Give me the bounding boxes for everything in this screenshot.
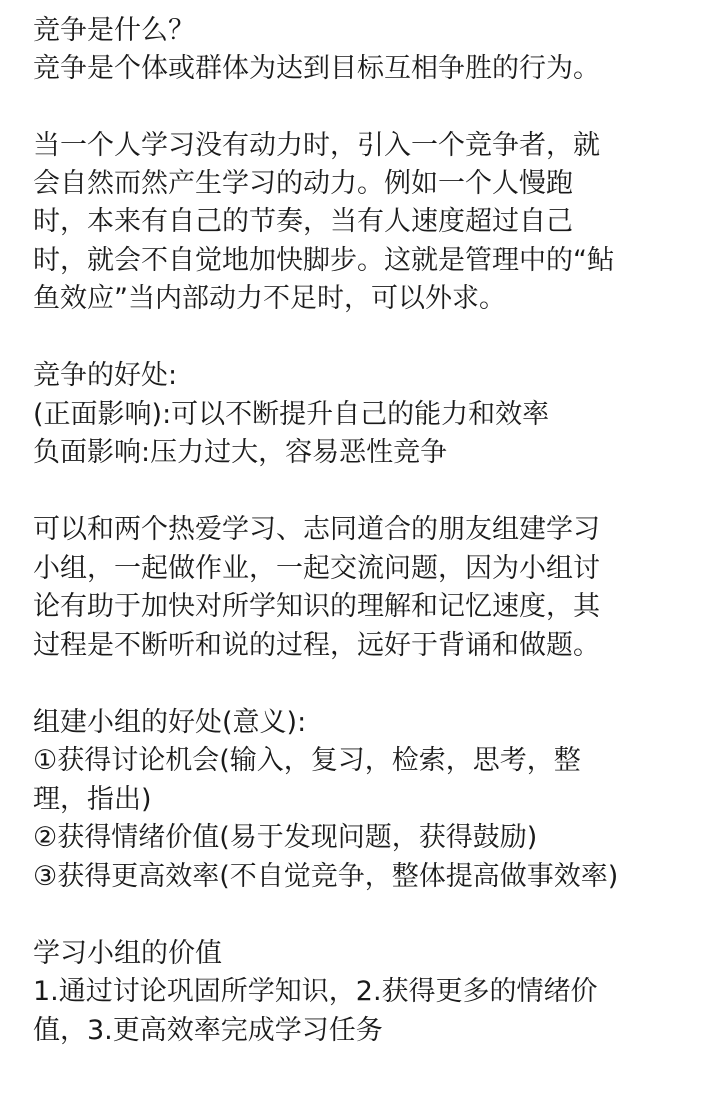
negative-effect-line: 负面影响:压力过大，容易恶性竞争: [33, 437, 448, 468]
paragraph-line: 1.通过讨论巩固所学知识，2.获得更多的情绪价: [33, 976, 598, 1007]
paragraph-line: 过程是不断听和说的过程，远好于背诵和做题。: [33, 630, 600, 661]
heading-group-value: 学习小组的价值: [33, 938, 222, 969]
list-item: ③获得更高效率(不自觉竞争，整体提高做事效率): [33, 861, 619, 892]
paragraph-line: 当一个人学习没有动力时，引入一个竞争者，就: [33, 130, 600, 161]
list-item: ①获得讨论机会(输入，复习，检索，思考，整: [33, 745, 581, 776]
heading-benefits-of-competition: 竞争的好处:: [33, 360, 178, 391]
heading-group-benefits: 组建小组的好处(意义):: [33, 707, 307, 738]
paragraph-line: 值，3.更高效率完成学习任务: [33, 1015, 383, 1046]
list-item: ②获得情绪价值(易于发现问题，获得鼓励): [33, 822, 538, 853]
paragraph-line: 小组，一起做作业，一起交流问题，因为小组讨: [33, 553, 600, 584]
paragraph-line: 论有助于加快对所学知识的理解和记忆速度，其: [33, 591, 600, 622]
paragraph-line: 时，就会不自觉地加快脚步。这就是管理中的“鲇: [33, 245, 614, 276]
positive-effect-line: (正面影响):可以不断提升自己的能力和效率: [33, 399, 550, 430]
heading-what-is-competition: 竞争是什么？: [33, 15, 195, 46]
paragraph-line: 会自然而然产生学习的动力。例如一个人慢跑: [33, 168, 573, 199]
paragraph-line: 鱼效应”当内部动力不足时，可以外求。: [33, 283, 506, 314]
list-item-continuation: 理，指出): [33, 784, 152, 815]
paragraph-line: 可以和两个热爱学习、志同道合的朋友组建学习: [33, 514, 600, 545]
definition-line: 竞争是个体或群体为达到目标互相争胜的行为。: [33, 53, 600, 84]
paragraph-line: 时，本来有自己的节奏，当有人速度超过自己: [33, 206, 573, 237]
